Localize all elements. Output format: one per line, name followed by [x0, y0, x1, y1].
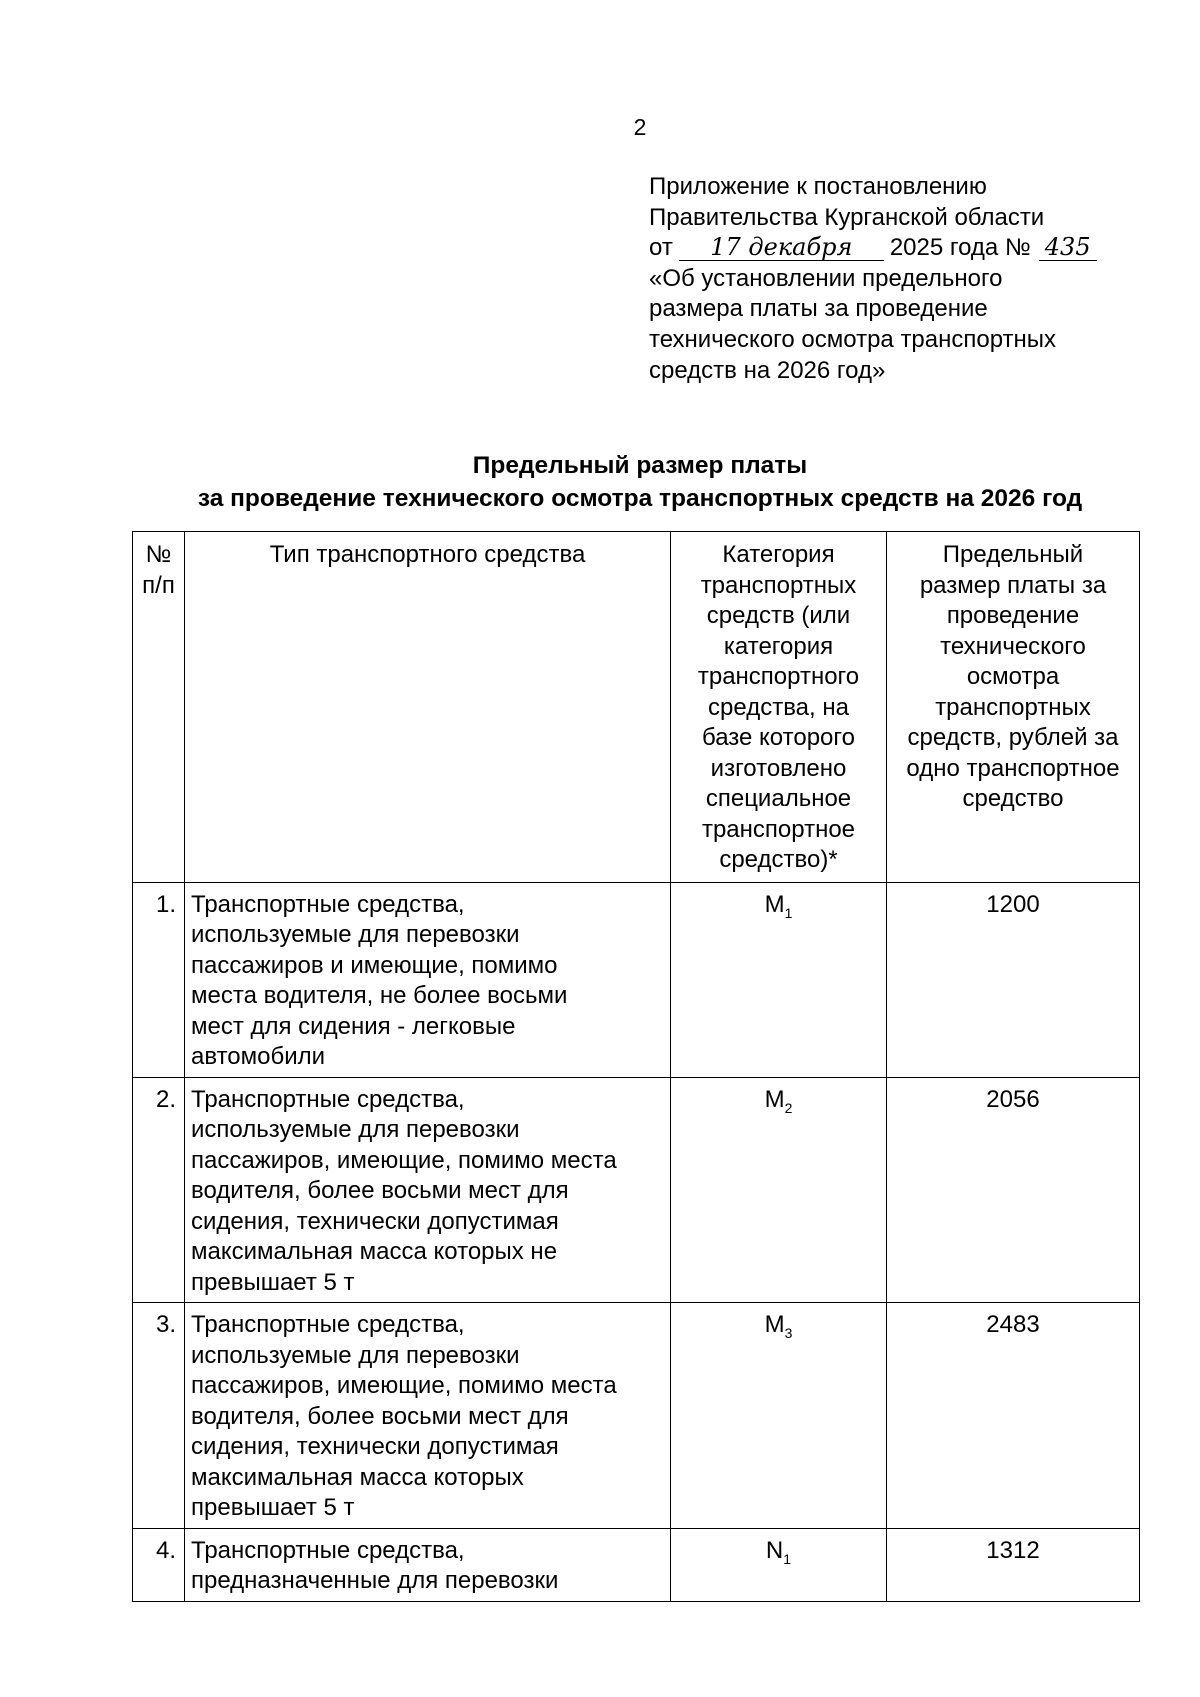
table-row — [133, 1303, 1140, 1529]
header-num-line: п/п — [142, 571, 175, 599]
type-line: используемые для перевозки — [191, 1116, 520, 1143]
type-line: максимальная масса которых — [191, 1463, 524, 1491]
category-letter: M — [764, 1311, 785, 1338]
type-line: Транспортные средства, — [191, 890, 465, 918]
annex-from-label: от — [649, 234, 673, 262]
type-line: превышает 5 т — [191, 1268, 355, 1296]
header-type — [185, 532, 671, 883]
header-category-line: базе которого — [702, 724, 855, 751]
annex-line-2: Правительства Курганской области — [649, 203, 1045, 231]
header-fee-line: технического — [940, 632, 1086, 660]
row-number — [133, 882, 185, 1077]
row-fee — [887, 882, 1140, 1077]
row-fee — [887, 1077, 1140, 1303]
header-category-line: категория — [723, 632, 834, 660]
header-fee-line: транспортных — [935, 693, 1091, 721]
header-category-line: средство)* — [719, 846, 838, 873]
type-line: пассажиров и имеющие, помимо — [191, 951, 558, 979]
annex-line-7: средств на 2026 год» — [649, 356, 886, 384]
category-letter: N — [765, 1536, 784, 1564]
category-subscript: 1 — [784, 904, 793, 921]
row-number-text: 3. — [155, 1311, 176, 1338]
type-line: превышает 5 т — [191, 1494, 355, 1521]
handwritten-number: 435 — [1039, 234, 1097, 261]
type-line: Транспортные средства, — [191, 1311, 465, 1338]
type-line: максимальная масса которых не — [191, 1238, 558, 1265]
type-line: Транспортные средства, — [191, 1085, 465, 1113]
header-fee-line: Предельный — [942, 541, 1084, 568]
table-row — [133, 1528, 1140, 1601]
title-line-2: за проведение технического осмотра транспортных средств на 2026 год — [197, 485, 1083, 512]
header-type-text: Тип транспортного средства — [269, 541, 586, 568]
page-number: 2 — [633, 114, 647, 140]
type-line: используемые для перевозки — [191, 1341, 520, 1369]
handwritten-date: 17 декабря — [679, 234, 884, 261]
row-vehicle-type — [185, 882, 671, 1077]
type-line: пассажиров, имеющие, помимо места — [191, 1146, 617, 1174]
table-header-row — [133, 532, 1140, 883]
row-fee — [887, 1303, 1140, 1529]
row-number-text: 1. — [155, 890, 176, 918]
fee-value: 2483 — [986, 1311, 1040, 1338]
type-line: Транспортные средства, — [191, 1536, 465, 1564]
row-number — [133, 1077, 185, 1303]
table-row — [133, 1077, 1140, 1303]
header-category-line: изготовлено — [710, 754, 847, 782]
header-num — [133, 532, 185, 883]
fee-value: 1312 — [986, 1536, 1040, 1564]
type-line: автомобили — [191, 1043, 326, 1070]
type-line: места водителя, не более восьми — [191, 982, 568, 1009]
header-category — [671, 532, 887, 883]
row-vehicle-type — [185, 1303, 671, 1529]
header-fee-line: осмотра — [966, 663, 1060, 690]
header-num-line: № — [145, 541, 172, 568]
type-line: предназначенные для перевозки — [191, 1567, 559, 1594]
header-fee-line: средств, рублей за — [907, 724, 1119, 751]
row-category — [671, 1528, 887, 1601]
header-category-line: средства, на — [708, 693, 849, 721]
title-line-1: Предельный размер платы — [472, 452, 808, 479]
annex-date-line — [649, 233, 1169, 264]
header-fee-line: средство — [962, 785, 1064, 812]
annex-header — [649, 172, 1169, 386]
type-line: пассажиров, имеющие, помимо места — [191, 1372, 617, 1399]
fee-table — [132, 531, 1140, 1602]
category-subscript: 1 — [783, 1550, 792, 1567]
header-fee-line: проведение — [946, 602, 1080, 629]
document-title — [130, 449, 1150, 515]
row-number-text: 2. — [155, 1085, 176, 1113]
fee-value: 2056 — [986, 1085, 1040, 1113]
row-number-text: 4. — [155, 1536, 176, 1564]
annex-line-4: «Об установлении предельного — [649, 264, 1003, 292]
table-row — [133, 882, 1140, 1077]
header-category-line: транспортного — [697, 663, 860, 690]
row-number — [133, 1303, 185, 1529]
header-category-line: транспортное — [701, 815, 856, 843]
row-vehicle-type — [185, 1077, 671, 1303]
header-category-line: транспортных — [700, 571, 857, 599]
category-subscript: 3 — [784, 1325, 793, 1341]
header-category-line: Категория — [722, 541, 835, 568]
fee-value: 1200 — [986, 890, 1040, 918]
type-line: мест для сидения - легковые — [191, 1012, 516, 1040]
category-letter: M — [764, 1085, 785, 1113]
header-category-line: специальное — [705, 785, 852, 812]
row-number — [133, 1528, 185, 1601]
annex-line-6: технического осмотра транспортных — [649, 325, 1057, 353]
type-line: используемые для перевозки — [191, 921, 520, 948]
type-line: водителя, более восьми мест для — [191, 1177, 569, 1204]
header-fee-line: одно транспортное — [906, 754, 1120, 782]
annex-line-1: Приложение к постановлению — [649, 173, 987, 200]
type-line: сидения, технически допустимая — [191, 1207, 559, 1235]
row-fee — [887, 1528, 1140, 1601]
category-subscript: 2 — [784, 1099, 793, 1116]
annex-year-text: 2025 года № — [889, 234, 1031, 262]
annex-line-5: размера платы за проведение — [649, 295, 988, 323]
type-line: сидения, технически допустимая — [191, 1433, 559, 1460]
header-category-line: средств (или — [706, 602, 851, 629]
header-fee-line: размер платы за — [919, 571, 1107, 599]
header-fee — [887, 532, 1140, 883]
row-category — [671, 1077, 887, 1303]
category-letter: M — [764, 890, 785, 918]
type-line: водителя, более восьми мест для — [191, 1402, 569, 1430]
row-vehicle-type — [185, 1528, 671, 1601]
row-category — [671, 882, 887, 1077]
row-category — [671, 1303, 887, 1529]
